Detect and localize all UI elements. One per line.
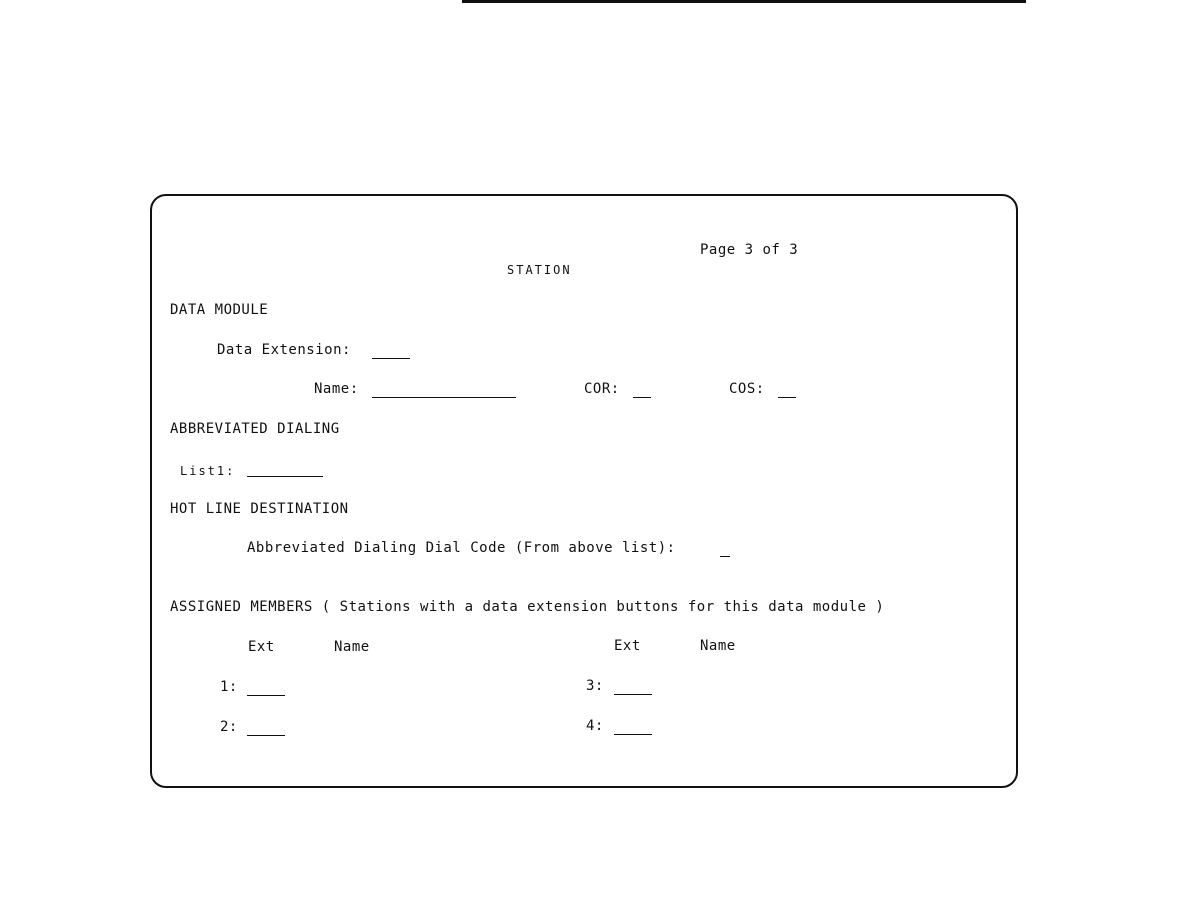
data-extension-label: Data Extension: — [217, 342, 351, 358]
member-1-label: 1: — [220, 679, 238, 695]
dial-code-field[interactable] — [720, 556, 730, 557]
data-extension-field[interactable] — [372, 358, 410, 359]
page-indicator: Page 3 of 3 — [700, 242, 799, 258]
member-4-label: 4: — [586, 718, 604, 734]
cor-field[interactable] — [633, 397, 651, 398]
member-3-ext-field[interactable] — [614, 694, 652, 695]
dial-code-label: Abbreviated Dialing Dial Code (From above list): — [247, 540, 676, 556]
column-name-right: Name — [700, 638, 736, 654]
cor-label: COR: — [584, 381, 620, 397]
column-name-left: Name — [334, 639, 370, 655]
page-title: STATION — [507, 263, 572, 277]
member-2-label: 2: — [220, 719, 238, 735]
column-ext-right: Ext — [614, 638, 641, 654]
abbreviated-dialing-heading: ABBREVIATED DIALING — [170, 421, 340, 437]
terminal-screen — [150, 194, 1018, 788]
name-field[interactable] — [372, 397, 516, 398]
member-1-ext-field[interactable] — [247, 695, 285, 696]
assigned-members-heading: ASSIGNED MEMBERS ( Stations with a data extension buttons for this data module ) — [170, 599, 885, 615]
list1-field[interactable] — [247, 476, 323, 477]
cos-label: COS: — [729, 381, 765, 397]
name-label: Name: — [314, 381, 359, 397]
top-rule — [462, 0, 1026, 3]
member-3-label: 3: — [586, 678, 604, 694]
column-ext-left: Ext — [248, 639, 275, 655]
data-module-heading: DATA MODULE — [170, 302, 269, 318]
member-2-ext-field[interactable] — [247, 735, 285, 736]
cos-field[interactable] — [778, 397, 796, 398]
member-4-ext-field[interactable] — [614, 734, 652, 735]
hot-line-heading: HOT LINE DESTINATION — [170, 501, 349, 517]
list1-label: List1: — [180, 464, 236, 478]
